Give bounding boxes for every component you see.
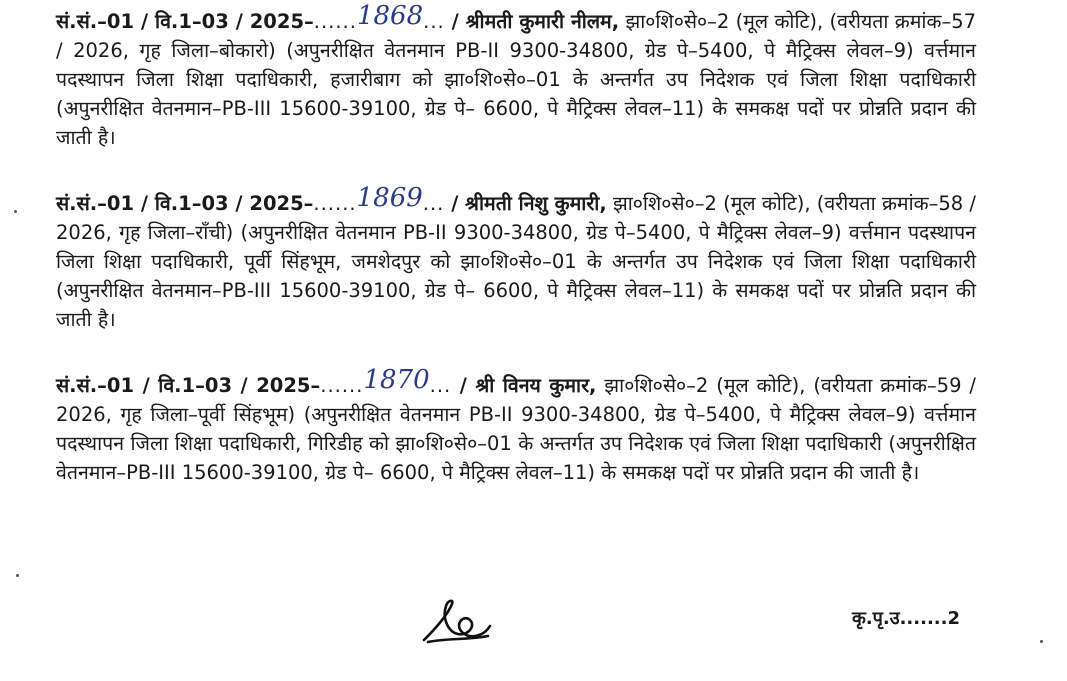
order-entry-2 (56, 183, 976, 334)
slash: / (444, 192, 466, 215)
slash: / (444, 10, 466, 33)
officer-name: श्रीमती कुमारी नीलम, (465, 10, 620, 33)
scan-speck (1040, 640, 1043, 643)
entry-body: झा०शि०से०–2 (मूल कोटि), (वरीयता क्रमांक–57 / 2026, गृह जिला–बोकारो) (अपुनरीक्षित वेतनमान PB-II 9300-34800, ग्रेड पे–5400, पे मैट्रिक्स लेवल–9) वर्त्तमान पदस्थापन जिला शिक्षा पदाधिकारी, हजारीबाग को झा०शि०से०–01 के अन्तर्गत उप निदेशक एवं जिला शिक्षा पदाधिकारी (अपुनरीक्षित वेतनमान–PB-III 15600-39100, ग्रेड पे– 6600, पे मैट्रिक्स लेवल–11) के समकक्ष पदों पर प्रोन्नति प्रदान की जाती है। (56, 10, 977, 149)
order-entry-3 (56, 365, 976, 487)
dots-left: ...... (313, 10, 357, 33)
reference-number: सं.सं.–01 / वि.1–03 / 2025– (56, 10, 314, 33)
scan-speck (14, 210, 17, 213)
officer-name: श्री विनय कुमार, (475, 374, 597, 397)
entry-paragraph (56, 1, 977, 152)
signature-mark (418, 596, 498, 648)
continued-overleaf: कृ.पृ.उ.......2 (852, 608, 960, 629)
entry-body: झा०शि०से०–2 (मूल कोटि), (वरीयता क्रमांक–58 / 2026, गृह जिला–राँची) (अपुनरीक्षित वेतनमान PB-II 9300-34800, ग्रेड पे–5400, पे मैट्रिक्स लेवल–9) वर्त्तमान पदस्थापन जिला शिक्षा पदाधिकारी, पूर्वी सिंहभूम, जमशेदपुर को झा०शि०से०–01 के अन्तर्गत उप निदेशक एवं जिला शिक्षा पदाधिकारी (अपुनरीक्षित वेतनमान–PB-III 15600-39100, ग्रेड पे– 6600, पे मैट्रिक्स लेवल–11) के समकक्ष पदों पर प्रोन्नति प्रदान की जाती है। (56, 192, 976, 331)
handwritten-number: 1869 (356, 183, 423, 213)
handwritten-number: 1870 (363, 365, 430, 395)
dots-left: ...... (320, 374, 364, 397)
entry-body: झा०शि०से०–2 (मूल कोटि), (वरीयता क्रमांक–59 / 2026, गृह जिला–पूर्वी सिंहभूम) (अपुनरीक्षित वेतनमान PB-II 9300-34800, ग्रेड पे–5400, पे मैट्रिक्स लेवल–9) वर्त्तमान पदस्थापन जिला शिक्षा पदाधिकारी, गिरिडीह को झा०शि०से०–01 के अन्तर्गत उप निदेशक एवं जिला शिक्षा पदाधिकारी (अपुनरीक्षित वेतनमान–PB-III 15600-39100, ग्रेड पे– 6600, पे मैट्रिक्स लेवल–11) के समकक्ष पदों पर प्रोन्नति प्रदान की जाती है। (56, 374, 976, 484)
officer-name: श्रीमती निशु कुमारी, (465, 192, 607, 215)
reference-number: सं.सं.–01 / वि.1–03 / 2025– (56, 374, 321, 397)
dots-right: ... (423, 10, 445, 33)
handwritten-number: 1868 (356, 1, 424, 31)
slash: / (451, 374, 476, 397)
reference-number: सं.सं.–01 / वि.1–03 / 2025– (56, 192, 314, 215)
dots-right: ... (429, 374, 452, 397)
order-entry-1 (56, 1, 977, 152)
scan-speck (16, 574, 19, 577)
dots-right: ... (422, 192, 445, 215)
entry-paragraph (56, 183, 976, 334)
dots-left: ...... (313, 192, 357, 215)
entry-paragraph (56, 365, 976, 487)
